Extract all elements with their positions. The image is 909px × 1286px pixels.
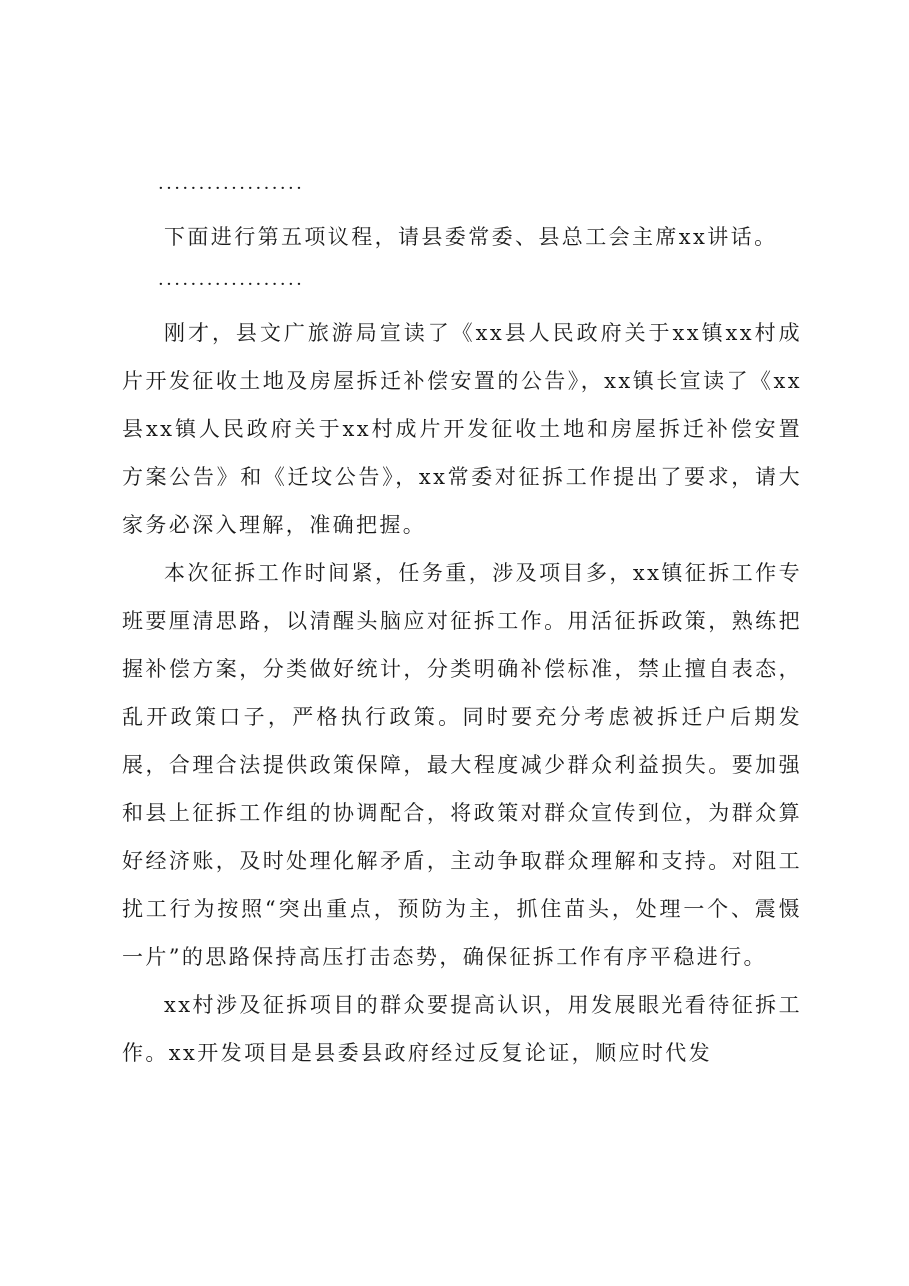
document-body xyxy=(122,165,802,1077)
work-requirements-paragraph: 本次征拆工作时间紧，任务重，涉及项目多，xx镇征拆工作专班要厘清思路，以清醒头脑应对征拆工作。用活征拆政策，熟练把握补偿方案，分类做好统计，分类明确补偿标准，禁止擅自表态，乱开政策口子，严格执行政策。同时要充分考虑被拆迁户后期发展，合理合法提供政策保障，最大程度减少群众利益损失。要加强和县上征拆工作组的协调配合，将政策对群众宣传到位，为群众算好经济账，及时处理化解矛盾，主动争取群众理解和支持。对阻工扰工行为按照“突出重点，预防为主，抓住苗头，处理一个、震慑一片”的思路保持高压打击态势，确保征拆工作有序平稳进行。 xyxy=(122,561,802,969)
summary-paragraph: 刚才，县文广旅游局宣读了《xx县人民政府关于xx镇xx村成片开发征收土地及房屋拆迁补偿安置的公告》，xx镇长宣读了《xx县xx镇人民政府关于xx村成片开发征收土地和房屋拆迁补偿安置方案公告》和《迁坟公告》，xx常委对征拆工作提出了要求，请大家务必深入理解，准确把握。 xyxy=(122,321,802,537)
agenda-paragraph: 下面进行第五项议程，请县委常委、县总工会主席xx讲话。 xyxy=(164,225,778,249)
ellipsis-separator: ·················· xyxy=(158,274,305,295)
ellipsis-separator: ·················· xyxy=(158,178,305,199)
villagers-paragraph: xx村涉及征拆项目的群众要提高认识，用发展眼光看待征拆工作。xx开发项目是县委县政府经过反复论证，顺应时代发 xyxy=(122,993,802,1065)
